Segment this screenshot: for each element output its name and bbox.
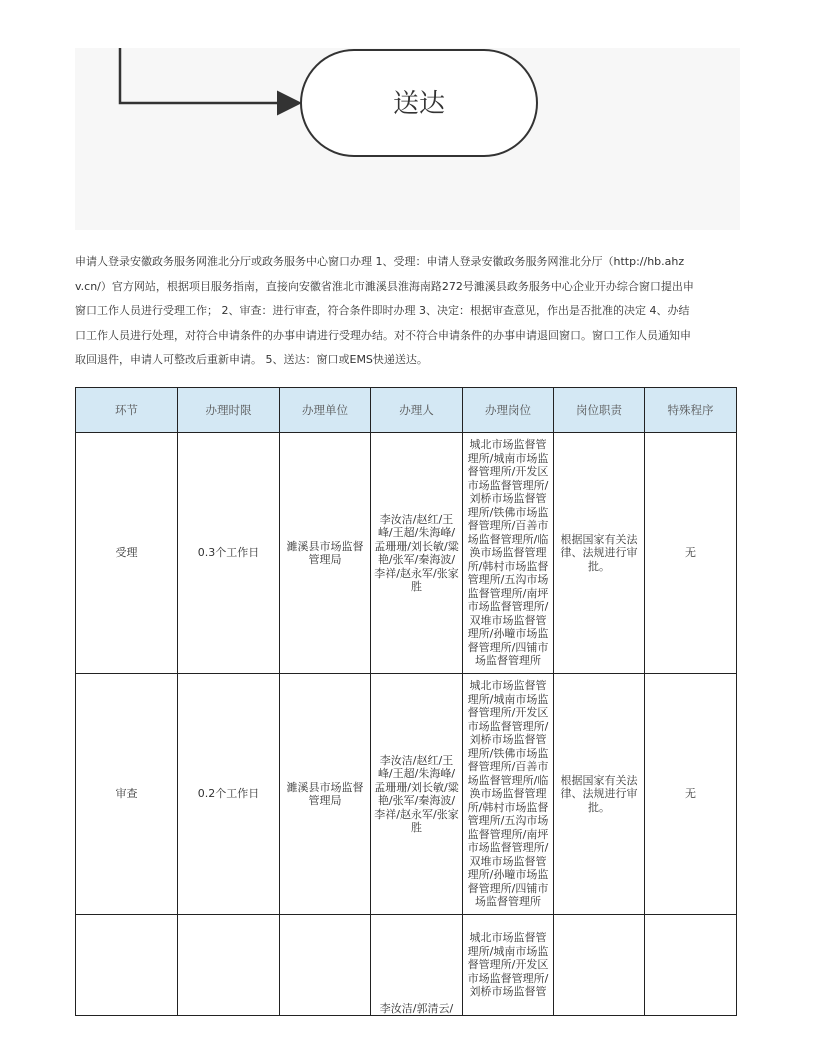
- cell-stage: 受理: [76, 433, 178, 674]
- process-table: [75, 387, 737, 1016]
- table-header-row: [76, 388, 737, 433]
- flowchart-graphic: [75, 48, 740, 230]
- header-posts: 办理岗位: [463, 388, 554, 433]
- cell-duty: 根据国家有关法律、法规进行审批。: [554, 433, 645, 674]
- description-line: 取回退件，申请人可整改后重新申请。 5、送达：窗口或EMS快递送达。: [75, 353, 428, 366]
- flow-node-label: 送达: [392, 89, 445, 119]
- cell-time-limit: 0.2个工作日: [178, 674, 280, 915]
- description-line: 口工作人员进行处理，对符合申请条件的办事申请进行受理办结。对不符合申请条件的办事申请退回窗口。窗口工作人员通知申: [75, 328, 691, 342]
- cell-duty: [554, 915, 645, 1016]
- table-row: [76, 915, 737, 1016]
- cell-time-limit: [178, 915, 280, 1016]
- description-line: 窗口工作人员进行受理工作； 2、审查：进行审查，符合条件即时办理 3、决定：根据审查意见，作出是否批准的决定 4、办结: [75, 304, 690, 317]
- flow-connector-arrow: [120, 48, 297, 103]
- cell-special: 无: [645, 674, 737, 915]
- cell-posts: 城北市场监督管理所/城南市场监督管理所/开发区市场监督管理所/刘桥市场监督管理所/铁佛市场监督管理所/百善市场监督管理所/临涣市场监督管理所/韩村市场监督管理所/五沟市场监督管理所/南坪市场监督管理所/双堆市场监督管理所/孙疃市场监督管理所/四铺市场监督管理所: [463, 674, 554, 915]
- description-line: v.cn/）官方网站，根据项目服务指南，直接向安徽省淮北市濉溪县淮海南路272号濉溪县政务服务中心企业开办综合窗口提出申: [75, 279, 694, 293]
- cell-posts: 城北市场监督管理所/城南市场监督管理所/开发区市场监督管理所/刘桥市场监督管: [463, 915, 554, 1016]
- cell-stage: [76, 915, 178, 1016]
- cell-unit: [280, 915, 371, 1016]
- cell-handlers: 李汝洁/郭清云/: [371, 915, 463, 1016]
- cell-handlers: 李汝洁/赵红/王峰/王超/朱海峰/孟珊珊/刘长敏/粱艳/张军/秦海波/李祥/赵永军/张家胜: [371, 674, 463, 915]
- cell-unit: 濉溪县市场监督管理局: [280, 674, 371, 915]
- table-row: [76, 674, 737, 915]
- cell-handlers: 李汝洁/赵红/王峰/王超/朱海峰/孟珊珊/刘长敏/粱艳/张军/秦海波/李祥/赵永军/张家胜: [371, 433, 463, 674]
- cell-unit: 濉溪县市场监督管理局: [280, 433, 371, 674]
- table-row: [76, 433, 737, 674]
- cell-special: [645, 915, 737, 1016]
- header-unit: 办理单位: [280, 388, 371, 433]
- cell-special: 无: [645, 433, 737, 674]
- cell-time-limit: 0.3个工作日: [178, 433, 280, 674]
- flowchart-figure: [75, 48, 740, 230]
- description-line: 申请人登录安徽政务服务网淮北分厅或政务服务中心窗口办理 1、受理：申请人登录安徽政务服务网淮北分厅（http://hb.ahz: [75, 255, 685, 268]
- cell-stage: 审查: [76, 674, 178, 915]
- process-description: [75, 250, 755, 375]
- header-handlers: 办理人: [371, 388, 463, 433]
- header-stage: 环节: [76, 388, 178, 433]
- cell-duty: 根据国家有关法律、法规进行审批。: [554, 674, 645, 915]
- header-time-limit: 办理时限: [178, 388, 280, 433]
- header-duty: 岗位职责: [554, 388, 645, 433]
- header-special: 特殊程序: [645, 388, 737, 433]
- cell-posts: 城北市场监督管理所/城南市场监督管理所/开发区市场监督管理所/刘桥市场监督管理所/铁佛市场监督管理所/百善市场监督管理所/临涣市场监督管理所/韩村市场监督管理所/五沟市场监督管理所/南坪市场监督管理所/双堆市场监督管理所/孙疃市场监督管理所/四铺市场监督管理所: [463, 433, 554, 674]
